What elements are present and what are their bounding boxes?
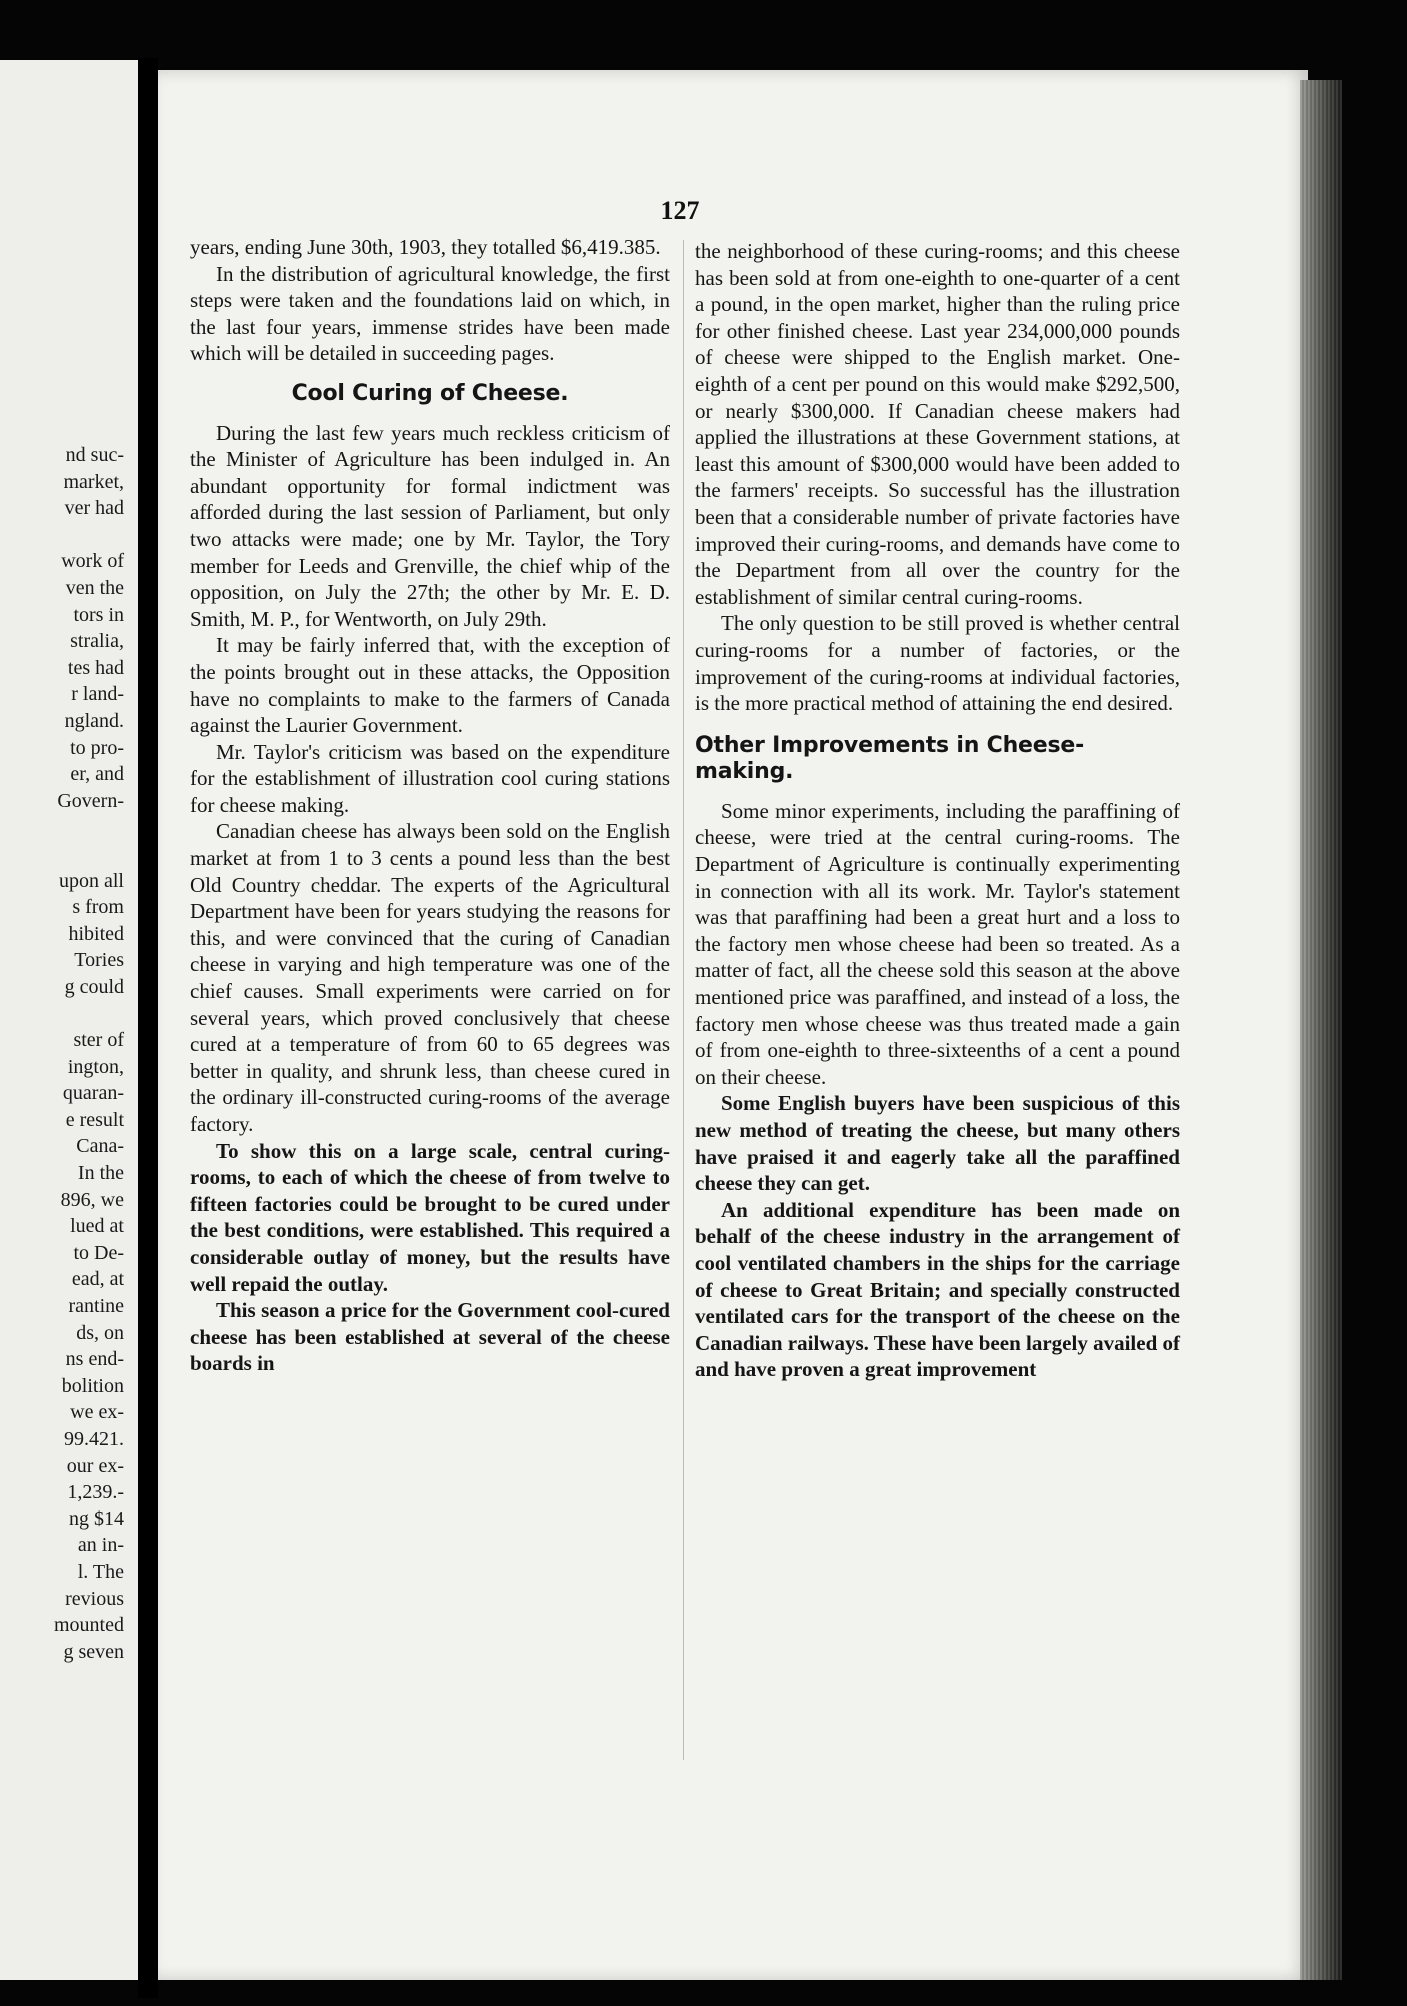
facing-page-line: s from (72, 896, 124, 919)
facing-page-line: g could (64, 975, 124, 998)
facing-page-line: 1,239.- (67, 1481, 124, 1504)
facing-page-line: an in- (77, 1534, 124, 1557)
facing-page-line: ead, at (71, 1268, 124, 1291)
intro-paragraph: years, ending June 30th, 1903, they totalled $6,419.385. (190, 235, 661, 259)
paragraph: The only question to be still proved is whether central curing-rooms for a number of factories, or the improvement of the curing-rooms at individual factories, is the more practical method of attaining the end desired. (695, 611, 1180, 716)
facing-page-line: bolition (61, 1374, 124, 1397)
facing-page (0, 60, 138, 1980)
paragraph: In the distribution of agricultural knowledge, the first steps were taken and the foundations laid on which, in the last four years, immense strides have been made which will be detailed in succeeding pages. (190, 261, 670, 366)
facing-page-line (0, 1000, 124, 1027)
page-number: 127 (660, 196, 700, 225)
book-gutter (138, 58, 158, 1998)
facing-page-line: ns end- (65, 1348, 124, 1371)
facing-page-line: quaran- (62, 1082, 124, 1105)
facing-page-line: stralia, (70, 630, 124, 653)
facing-page-line: 896, we (60, 1188, 124, 1211)
facing-page-line: hibited (68, 922, 124, 945)
section-heading-cool-curing: Cool Curing of Cheese. (291, 380, 569, 406)
facing-page-line: market, (63, 470, 124, 493)
facing-page-line: mounted (54, 1614, 124, 1637)
facing-page-line (0, 522, 124, 549)
facing-page-line: nd suc- (65, 444, 124, 466)
facing-page-line: upon all (59, 869, 124, 892)
paragraph: the neighborhood of these curing-rooms; and this cheese has been sold at from one-eighth to one-quarter of a cent a pound, in the open market, higher than the ruling price for other finished cheese. Last year 234,000,000 pounds of cheese were shipped to the English market. One-eighth of a cent per pound on this would make $292,500, or nearly $300,000. If Canadian cheese makers had applied the illustrations at these Government stations, at least this amount of $300,000 would have been added to the farmers' receipts. So successful has the illustration been that a considerable number of private factories have improved their curing-rooms, and demands have come to the Department from all over the country for the establishment of similar central curing-rooms. (695, 239, 1180, 609)
facing-page-line: ng $14 (69, 1507, 124, 1530)
paragraph: During the last few years much reckless criticism of the Minister of Agriculture has been indulged in. An abundant opportunity for formal indictment was afforded during the last session of Parliament, but only two attacks were made; one by Mr. Taylor, the Tory member for Leeds and Grenville, the chief whip of the opposition, on July the 27th; the other by Mr. E. D. Smith, M. P., for Wentworth, on July 29th. (190, 420, 670, 631)
facing-page-line: ver had (64, 497, 124, 520)
paragraph: Some minor experiments, including the paraffining of cheese, were tried at the central curing-rooms. The Department of Agriculture is continually experimenting in connection with all its work. Mr. Taylor's statement was that paraffining had been a great hurt and a loss to the factory men whose cheese had been so treated. As a matter of fact, all the cheese sold this season at the above mentioned price was paraffined, and instead of a loss, the factory men whose cheese was thus treated made a gain of from one-eighth to three-sixteenths of a cent a pound on their cheese. (695, 798, 1180, 1089)
facing-page-line: ster of (73, 1029, 124, 1052)
facing-page-line (0, 814, 124, 841)
left-column (190, 234, 670, 1377)
facing-page-line: 99.421. (64, 1427, 124, 1450)
paragraph: To show this on a large scale, central curing-rooms, to each of which the cheese of from twelve to fifteen factories could be brought to be cured under the best conditions, were established. This required a considerable outlay of money, but the results have well repaid the outlay. (190, 1138, 670, 1296)
right-column (695, 238, 1180, 1383)
section-heading-other-improvements: Other Improvements in Cheese-making. (695, 732, 1085, 785)
facing-page-line: to De- (73, 1241, 124, 1264)
facing-page-line: g seven (63, 1640, 124, 1663)
facing-page-line: e result (65, 1108, 124, 1131)
facing-page-line: ven the (65, 576, 124, 599)
column-divider (683, 240, 684, 1760)
facing-page-line: Govern- (57, 789, 124, 812)
facing-page-line: l. The (77, 1560, 124, 1583)
paragraph: Canadian cheese has always been sold on the English market at from 1 to 3 cents a pound less than the best Old Country cheddar. The experts of the Agricultural Department have been for years studying the reasons for this, and were convinced that the curing of Canadian cheese in varying and high temperature was one of the chief causes. Small experiments were carried on for several years, which proved conclusively that cheese cured at a temperature of from 60 to 65 degrees was better in quality, and shrunk less, than cheese cured in the ordinary ill-constructed curing-rooms of the average factory. (190, 819, 670, 1136)
facing-page-line: to pro- (70, 736, 124, 759)
facing-page-line (0, 841, 124, 868)
facing-page-text-fragments (0, 442, 124, 1665)
paragraph: Mr. Taylor's criticism was based on the expenditure for the establishment of illustration cool curing stations for cheese making. (190, 739, 670, 817)
facing-page-line: In the (77, 1162, 124, 1185)
facing-page-line: er, and (70, 763, 124, 786)
facing-page-line: ington, (67, 1055, 124, 1078)
facing-page-line: Cana- (76, 1135, 124, 1158)
paragraph: It may be fairly inferred that, with the exception of the points brought out in these attacks, the Opposition have no complaints to make to the farmers of Canada against the Laurier Government. (190, 633, 670, 738)
facing-page-line: our ex- (66, 1454, 124, 1477)
facing-page-line: r land- (71, 683, 124, 706)
page-stack-edge (1300, 80, 1342, 1980)
paragraph: Some English buyers have been suspicious of this new method of treating the cheese, but many others have praised it and eagerly take all the paraffined cheese they can get. (695, 1091, 1180, 1196)
facing-page-line: tors in (73, 603, 124, 626)
paragraph: An additional expenditure has been made on behalf of the cheese industry in the arrangement of cool ventilated chambers in the ships for the carriage of cheese to Great Britain; and specially constructed ventilated cars for the transport of the cheese on the Canadian railways. These have been largely availed of and have proven a great improvement (695, 1197, 1180, 1382)
facing-page-line: we ex- (70, 1401, 124, 1424)
facing-page-line: lued at (70, 1215, 124, 1238)
facing-page-line: ngland. (64, 709, 124, 732)
facing-page-line: Tories (74, 949, 124, 972)
facing-page-line: rantine (68, 1295, 124, 1317)
facing-page-line: tes had (67, 656, 124, 679)
facing-page-line: ds, on (76, 1321, 124, 1344)
facing-page-line: revious (65, 1587, 124, 1610)
facing-page-line: work of (61, 550, 124, 573)
paragraph: This season a price for the Government cool-cured cheese has been established at several of the cheese boards in (190, 1298, 670, 1376)
